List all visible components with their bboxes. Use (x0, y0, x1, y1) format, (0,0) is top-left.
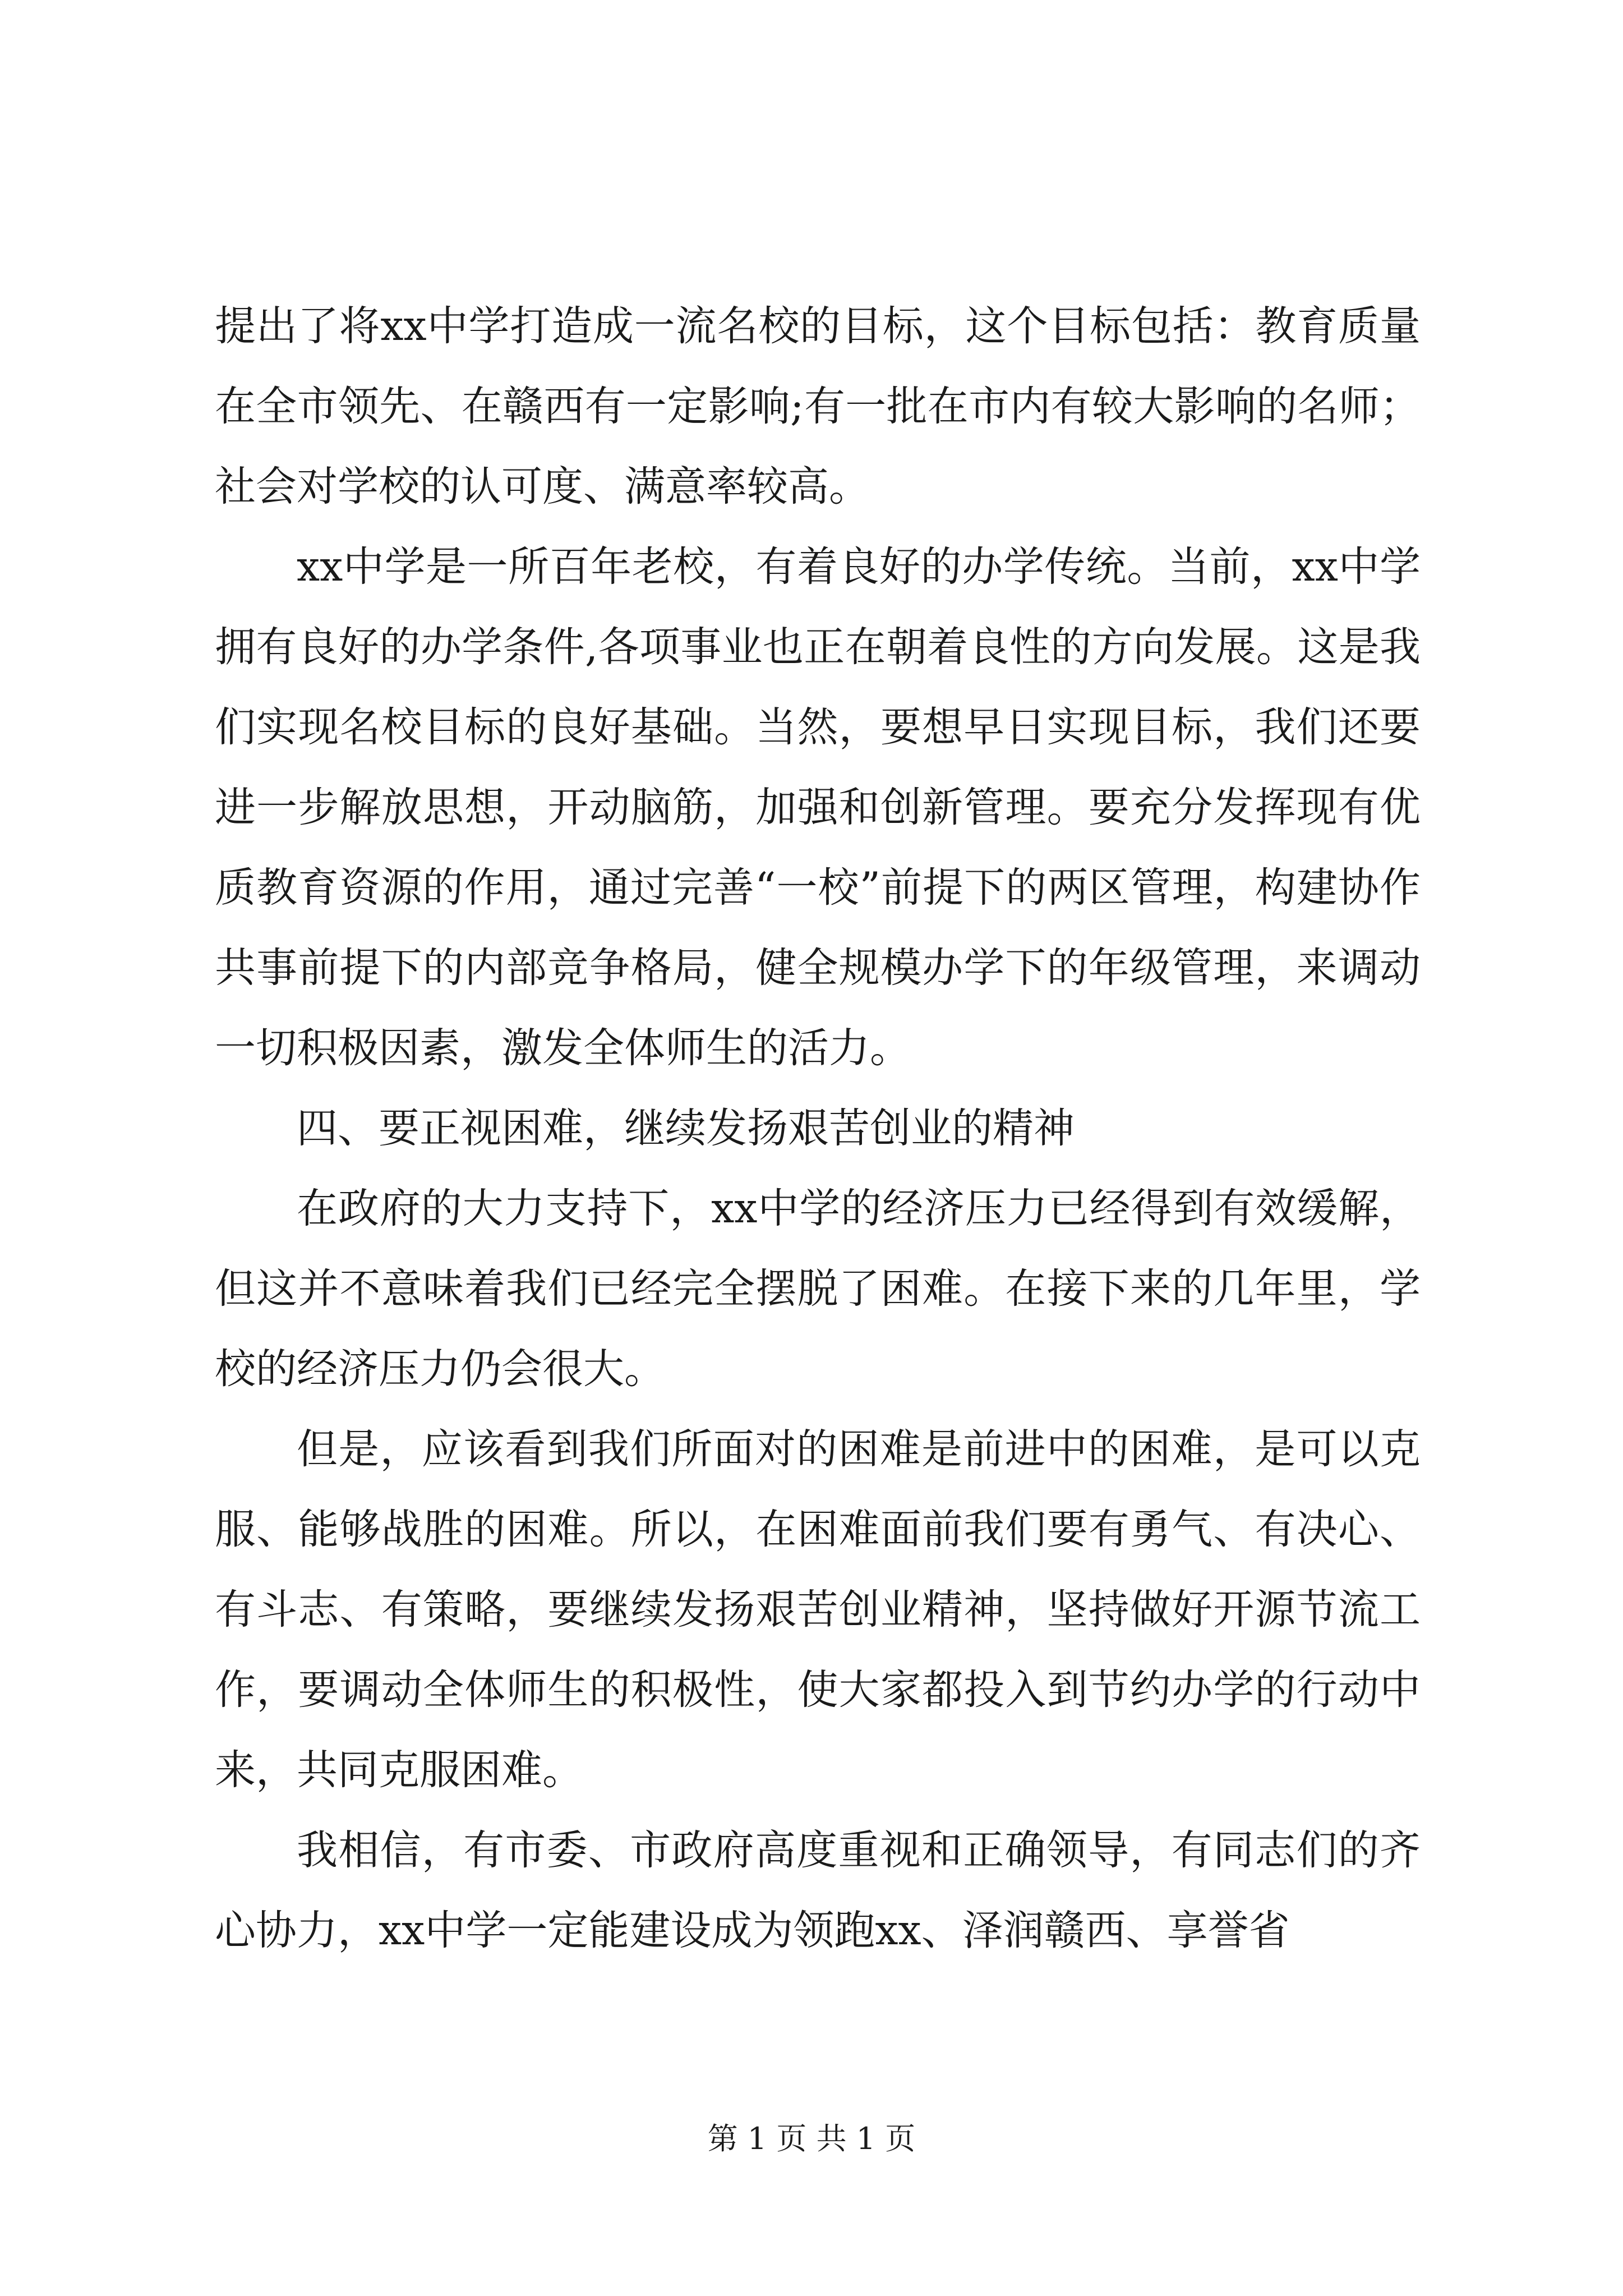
paragraph-school-history: xx中学是一所百年老校，有着良好的办学传统。当前，xx中学拥有良好的办学条件,各项事业也正在朝着良性的方向发展。这是我们实现名校目标的良好基础。当然，要想早日实现目标，我们还要进一步解放思想，开动脑筋，加强和创新管理。要充分发挥现有优质教育资源的作用，通过完善“一校”前提下的两区管理，构建协作共事前提下的内部竞争格局，健全规模办学下的年级管理，来调动一切积极因素，激发全体师生的活力。 (215, 543, 1421, 1072)
section-heading-four: 四、要正视困难，继续发扬艰苦创业的精神 (297, 1105, 1075, 1152)
paragraph-confidence: 我相信，有市委、市政府高度重视和正确领导，有同志们的齐心协力，xx中学一定能建设成为领跑xx、泽润赣西、享誉省 (215, 1826, 1421, 1954)
paragraph-economic-pressure: 在政府的大力支持下，xx中学的经济压力已经得到有效缓解，但这并不意味着我们已经完全摆脱了困难。在接下来的几年里，学校的经济压力仍会很大。 (215, 1185, 1421, 1393)
paragraph-overcome-difficulties: 但是，应该看到我们所面对的困难是前进中的困难，是可以克服、能够战胜的困难。所以，在困难面前我们要有勇气、有决心、有斗志、有策略，要继续发扬艰苦创业精神，坚持做好开源节流工作，要调动全体师生的积极性，使大家都投入到节约办学的行动中来，共同克服困难。 (215, 1425, 1421, 1794)
document-body (215, 286, 1421, 1971)
page-number-footer: 第 1 页 共 1 页 (707, 2121, 916, 2156)
paragraph-goal: 提出了将xx中学打造成一流名校的目标，这个目标包括：教育质量在全市领先、在赣西有一定影响;有一批在市内有较大影响的名师；社会对学校的认可度、满意率较高。 (215, 302, 1421, 510)
